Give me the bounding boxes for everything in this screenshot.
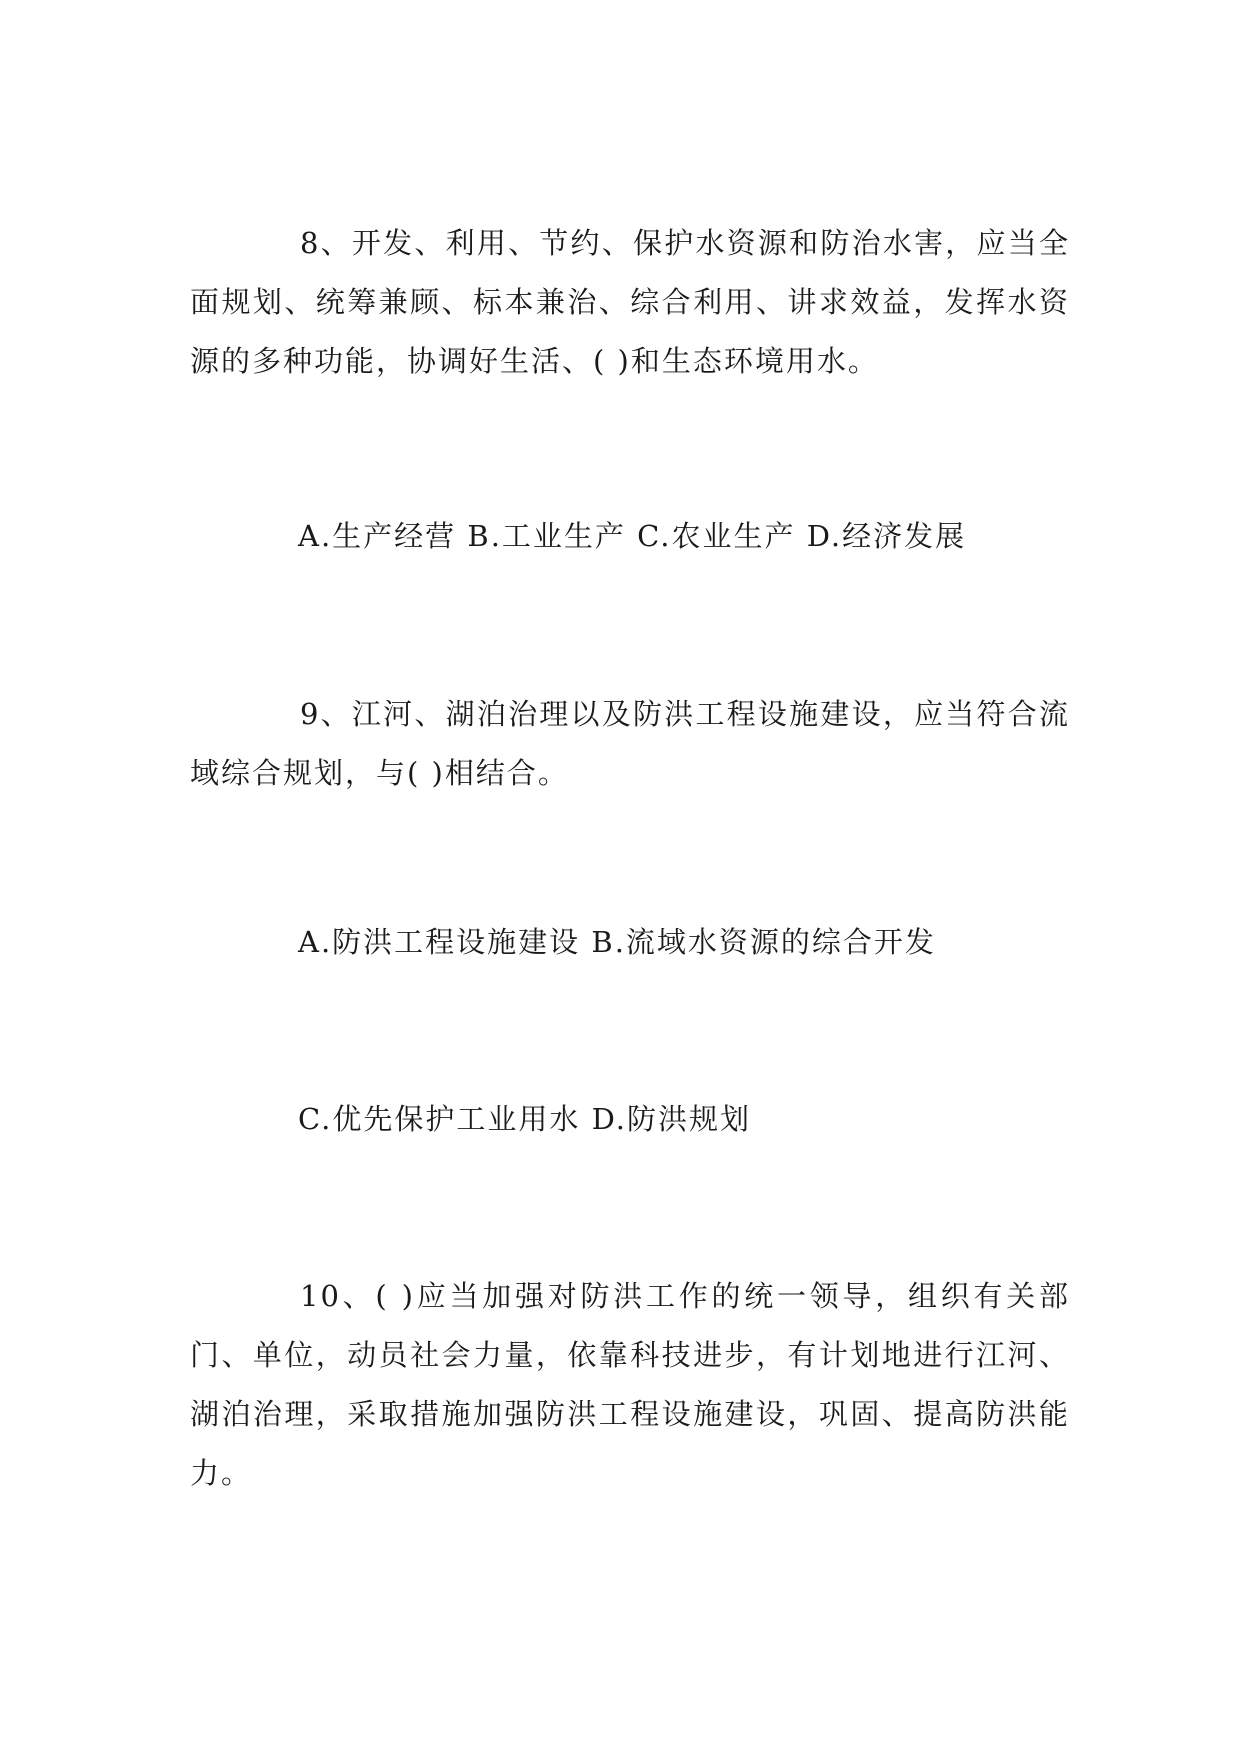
question-10-stem: 10、( )应当加强对防洪工作的统一领导，组织有关部门、单位，动员社会力量，依靠科技进步，有计划地进行江河、湖泊治理，采取措施加强防洪工程设施建设，巩固、提高防洪能力。	[190, 1279, 1070, 1490]
question-9-stem: 9、江河、湖泊治理以及防洪工程设施建设，应当符合流域综合规划，与( )相结合。	[190, 697, 1070, 790]
question-9-options-line-2: C.优先保护工业用水 D.防洪规划	[298, 1102, 752, 1136]
question-8-options: A.生产经营 B.工业生产 C.农业生产 D.经济发展	[298, 519, 967, 553]
question-8-stem: 8、开发、利用、节约、保护水资源和防治水害，应当全面规划、统筹兼顾、标本兼治、综合利用、讲求效益，发挥水资源的多种功能，协调好生活、( )和生态环境用水。	[190, 226, 1070, 378]
question-9-options-line-1: A.防洪工程设施建设 B.流域水资源的综合开发	[298, 925, 936, 959]
